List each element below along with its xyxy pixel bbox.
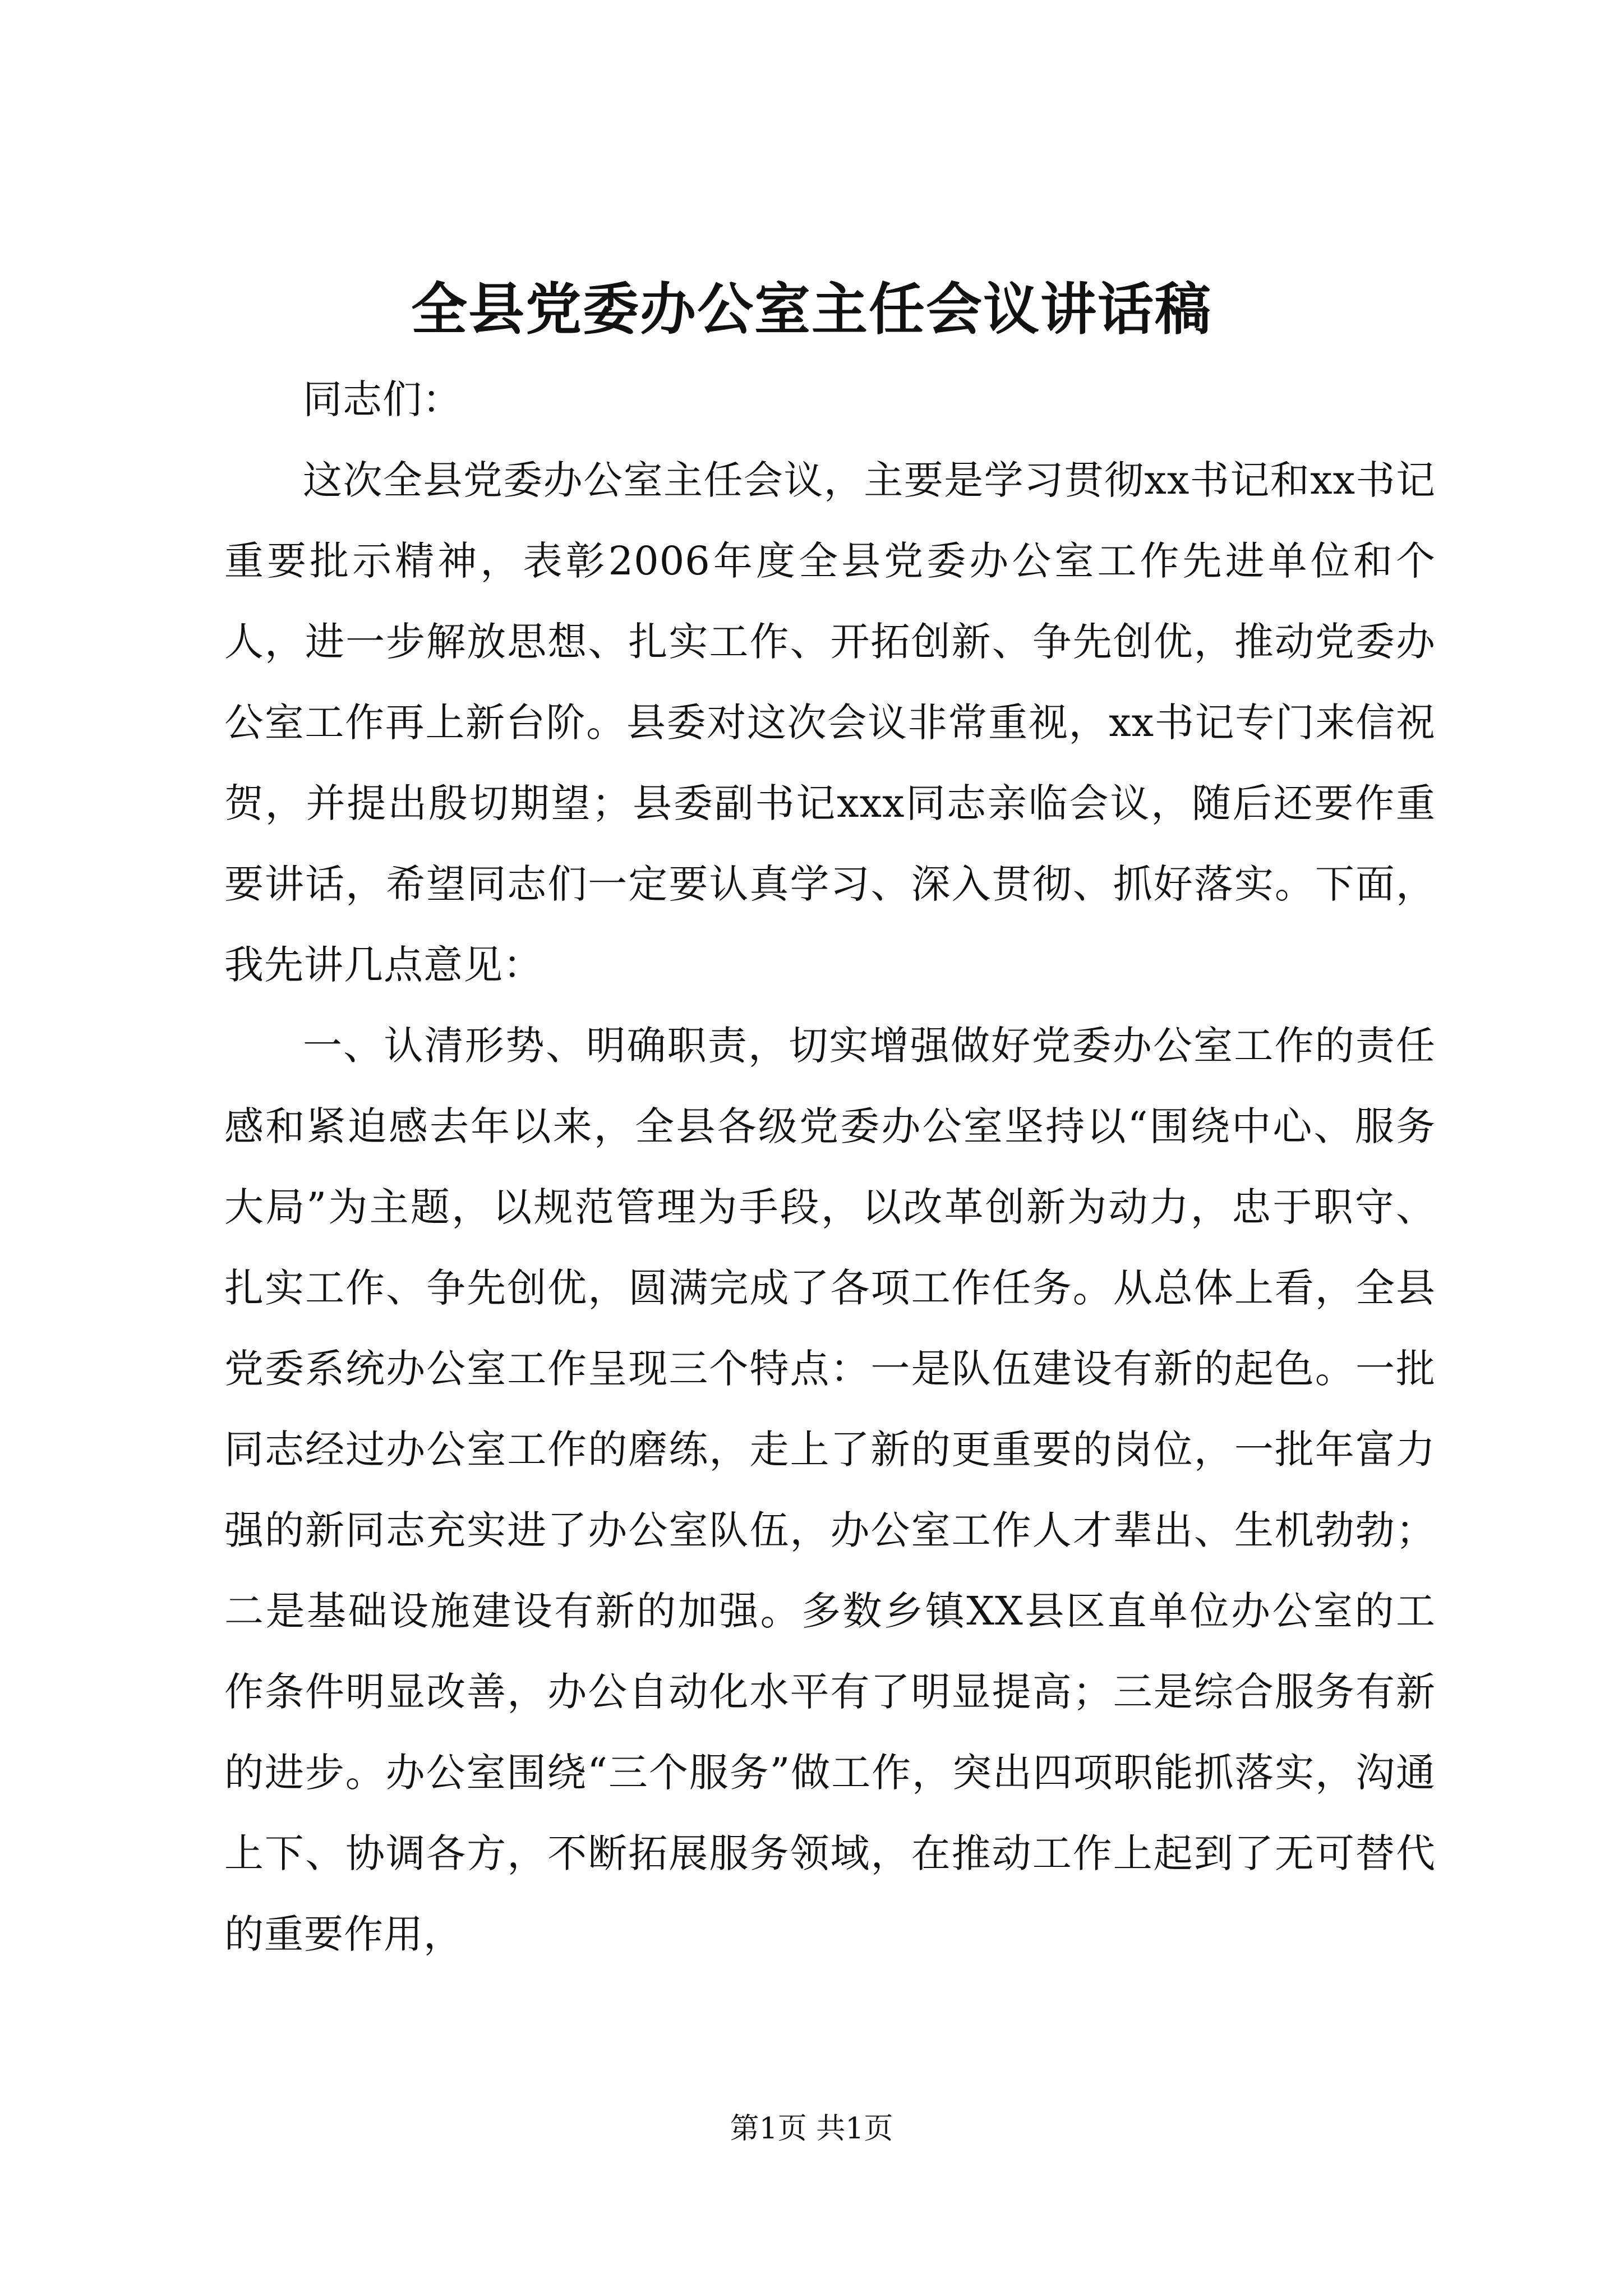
salutation: 同志们： (303, 376, 462, 422)
document-title: 全县党委办公室主任会议讲话稿 (411, 276, 1212, 342)
paragraph-2: 一、认清形势、明确职责，切实增强做好党委办公室工作的责任感和紧迫感去年以来，全县各级党委办公室坚持以“围绕中心、服务大局”为主题，以规范管理为手段，以改革创新为动力，忠于职守、扎实工作、争先创优，圆满完成了各项工作任务。从总体上看，全县党委系统办公室工作呈现三个特点：一是队伍建设有新的起色。一批同志经过办公室工作的磨练，走上了新的更重要的岗位，一批年富力强的新同志充实进了办公室队伍，办公室工作人才辈出、生机勃勃；二是基础设施建设有新的加强。多数乡镇XX县区直单位办公室的工作条件明显改善，办公自动化水平有了明显提高；三是综合服务有新的进步。办公室围绕“三个服务”做工作，突出四项职能抓落实，沟通上下、协调各方，不断拓展服务领域，在推动工作上起到了无可替代的重要作用， (224, 1023, 1436, 1957)
document-body (224, 359, 1436, 1975)
paragraph-1: 这次全县党委办公室主任会议，主要是学习贯彻xx书记和xx书记重要批示精神，表彰2006年度全县党委办公室工作先进单位和个人，进一步解放思想、扎实工作、开拓创新、争先创优，推动党委办公室工作再上新台阶。县委对这次会议非常重视，xx书记专门来信祝贺，并提出殷切期望；县委副书记xxx同志亲临会议，随后还要作重要讲话，希望同志们一定要认真学习、深入贯彻、抓好落实。下面，我先讲几点意见： (224, 457, 1436, 988)
page-footer: 第1页 共1页 (730, 2112, 893, 2146)
